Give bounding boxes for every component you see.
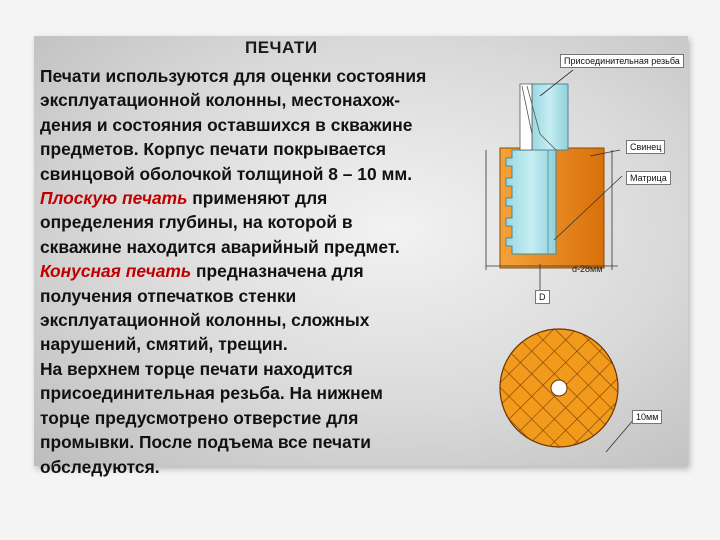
outer-diameter-label: D (535, 290, 550, 304)
text-line: присоединительная резьба. На нижнем (40, 383, 383, 404)
seal-bottom-view (500, 329, 618, 447)
lead-label: Свинец (626, 140, 665, 154)
text-line: эксплуатационной колонны, местонахож- (40, 90, 400, 111)
text-line: обследуются. (40, 456, 160, 477)
cone-seal-term: Конусная печать (40, 261, 192, 282)
text-line: предметов. Корпус печати покрывается (40, 139, 387, 160)
inner-diameter-label: d-28мм (572, 264, 603, 274)
text-line: нарушений, смятий, трещин. (40, 334, 288, 355)
text-line: Печати используются для оценки состояния (40, 66, 427, 86)
thread-label: Присоединительная резьба (560, 54, 684, 68)
text-line: дения и состояния оставшихся в скважине (40, 114, 413, 135)
thickness-label: 10мм (632, 410, 662, 424)
text-span: предназначена для (191, 261, 364, 282)
text-line: свинцовой оболочкой толщиной 8 – 10 мм. (40, 163, 413, 184)
text-line: торце предусмотрено отверстие для (40, 407, 359, 428)
text-line: скважине находится аварийный предмет. (40, 236, 400, 257)
matrix-label: Матрица (626, 171, 671, 185)
slide-title: ПЕЧАТИ (245, 38, 318, 57)
text-line: определения глубины, на которой в (40, 212, 353, 233)
flat-seal-term: Плоскую печать (40, 188, 188, 209)
text-line: эксплуатационной колонны, сложных (40, 310, 370, 331)
text-span: применяют для (187, 188, 328, 209)
text-line: получения отпечатков стенки (40, 285, 297, 306)
text-line: На верхнем торце печати находится (40, 358, 353, 379)
text-line: промывки. После подъема все печати (40, 432, 371, 453)
